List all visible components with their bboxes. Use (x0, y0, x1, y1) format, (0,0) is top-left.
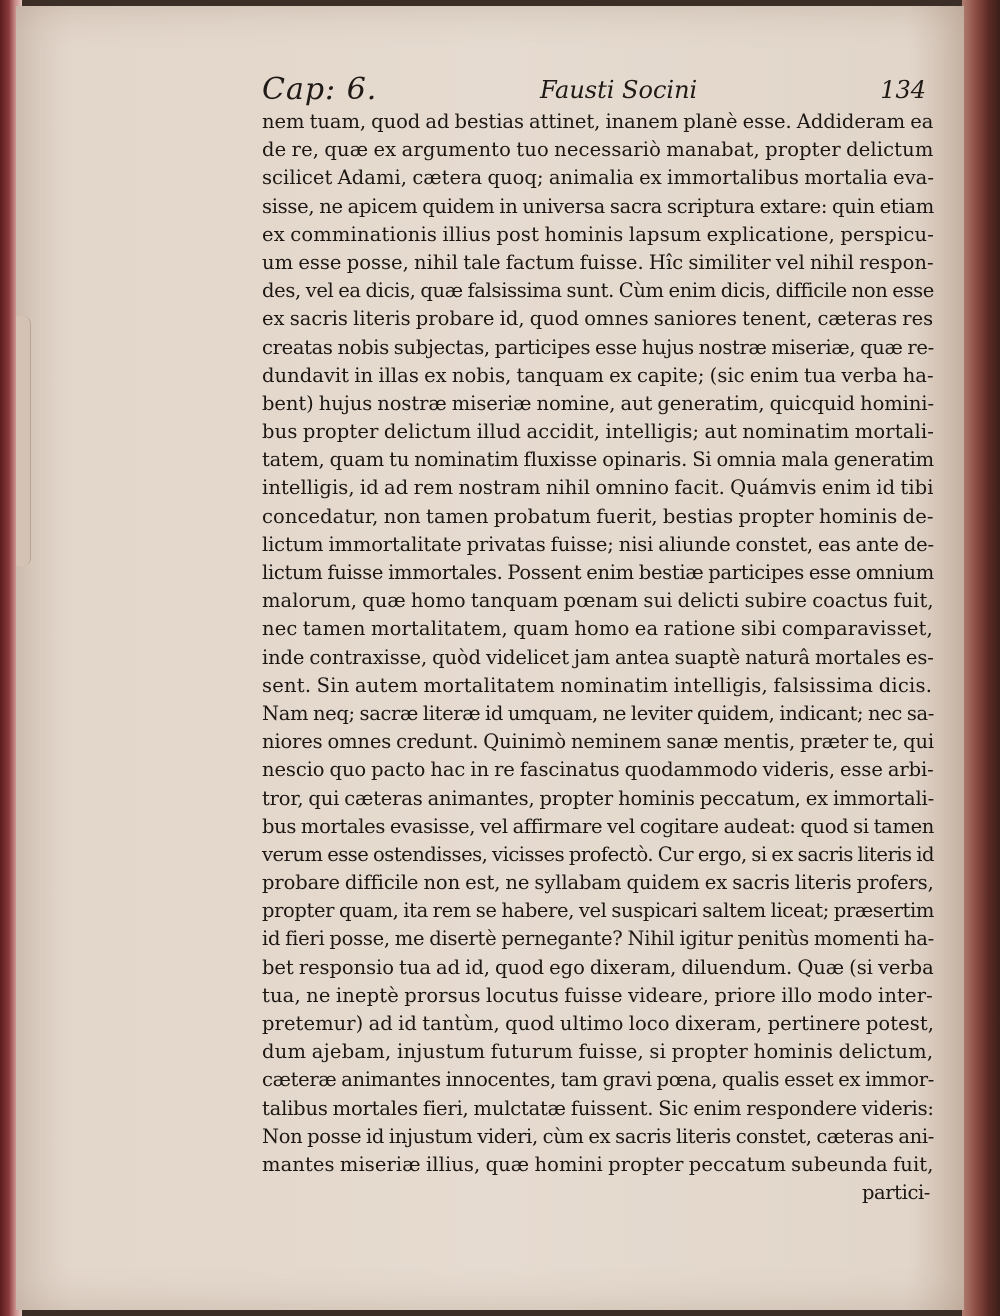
text-line: de re, quæ ex argumento tuo necessariò manabat, propter delictum (262, 138, 934, 162)
text-line: id fieri posse, me disertè pernegante? Nihil igitur penitùs momenti ha- (262, 927, 934, 951)
text-line: cæteræ animantes innocentes, tam gravi pœna, qualis esset ex immor- (262, 1068, 934, 1092)
text-line: scilicet Adami, cætera quoq; animalia ex immortalibus mortalia eva- (262, 166, 934, 190)
chapter-label: Cap: 6. (262, 72, 378, 107)
text-line: tatem, quam tu nominatim fluxisse opinaris. Si omnia mala generatim (262, 448, 934, 472)
text-line: malorum, quæ homo tanquam pœnam sui delicti subire coactus fuit, (262, 589, 934, 613)
text-line: dundavit in illas ex nobis, tanquam ex capite; (sic enim tua verba ha- (262, 363, 934, 387)
text-line: dum ajebam, injustum futurum fuisse, si propter hominis delictum, (262, 1040, 934, 1064)
text-line: bet responsio tua ad id, quod ego dixeram, diluendum. Quæ (si verba (262, 955, 934, 979)
text-line: ex sacris literis probare id, quod omnes saniores tenent, cæteras res (262, 307, 934, 331)
text-line: tror, qui cæteras animantes, propter hominis peccatum, ex immortali- (262, 786, 934, 810)
catchword: partici- (861, 1181, 930, 1205)
right-page-edge (962, 0, 1000, 1316)
text-line: bus mortales evasisse, vel affirmare vel cogitare audeat: quod si tamen (262, 814, 934, 838)
text-line: ex comminationis illius post hominis lapsum explicatione, perspicu- (262, 222, 934, 246)
text-line: niores omnes credunt. Quinimò neminem sanæ mentis, præter te, qui (262, 730, 934, 754)
text-line: creatas nobis subjectas, participes esse hujus nostræ miseriæ, quæ re- (262, 335, 934, 359)
page-number: 134 (880, 76, 926, 104)
text-line: sent. Sin autem mortalitatem nominatim intelligis, falsissima dicis. (262, 673, 933, 697)
text-line: bus propter delictum illud accidit, intelligis; aut nominatim mortali- (262, 420, 934, 444)
text-line: lictum immortalitate privatas fuisse; nisi aliunde constet, eas ante de- (262, 532, 934, 556)
text-line: propter quam, ita rem se habere, vel suspicari saltem liceat; præsertim (262, 899, 934, 923)
text-line: concedatur, non tamen probatum fuerit, bestias propter hominis de- (262, 504, 934, 528)
text-line: Non posse id injustum videri, cùm ex sacris literis constet, cæteras ani- (262, 1124, 934, 1148)
text-line: probare difficile non est, ne syllabam quidem ex sacris literis profers, (262, 871, 934, 895)
text-line: nescio quo pacto hac in re fascinatus quodammodo videris, esse arbi- (262, 758, 934, 782)
text-line: nem tuam, quod ad bestias attinet, inanem planè esse. Addideram ea (262, 110, 934, 133)
text-line: lictum fuisse immortales. Possent enim bestiæ participes esse omnium (262, 561, 934, 584)
text-line: talibus mortales fieri, mulctatæ fuissent. Sic enim respondere videris: (262, 1096, 934, 1120)
running-head (262, 72, 926, 112)
text-line: intelligis, id ad rem nostram nihil omnino facit. Quámvis enim id tibi (262, 476, 934, 500)
running-title: Fausti Socini (540, 76, 698, 104)
text-line: bent) hujus nostræ miseriæ nomine, aut generatim, quicquid homini- (262, 391, 934, 415)
text-line: tua, ne ineptè prorsus locutus fuisse videare, priore illo modo inter- (262, 983, 933, 1007)
text-line: nec tamen mortalitatem, quam homo ea ratione sibi comparavisset, (262, 617, 933, 641)
text-line: um esse posse, nihil tale factum fuisse. Hîc similiter vel nihil respon- (262, 250, 934, 274)
text-line: pretemur) ad id tantùm, quod ultimo loco dixeram, pertinere potest, (262, 1012, 934, 1035)
page-tab-marker (16, 316, 31, 566)
text-line: inde contraxisse, quòd videlicet jam antea suaptè naturâ mortales es- (262, 645, 934, 669)
text-line: verum esse ostendisses, vicisses profectò. Cur ergo, si ex sacris literis id (262, 842, 934, 866)
text-line: sisse, ne apicem quidem in universa sacra scriptura extare: quin etiam (262, 194, 934, 218)
text-line: mantes miseriæ illius, quæ homini propter peccatum subeunda fuit, (262, 1152, 934, 1176)
text-line: Nam neq; sacræ literæ id umquam, ne leviter quidem, indicant; nec sa- (262, 701, 934, 725)
body-text (262, 108, 934, 1207)
text-line: des, vel ea dicis, quæ falsissima sunt. Cùm enim dicis, difficile non esse (262, 279, 934, 303)
